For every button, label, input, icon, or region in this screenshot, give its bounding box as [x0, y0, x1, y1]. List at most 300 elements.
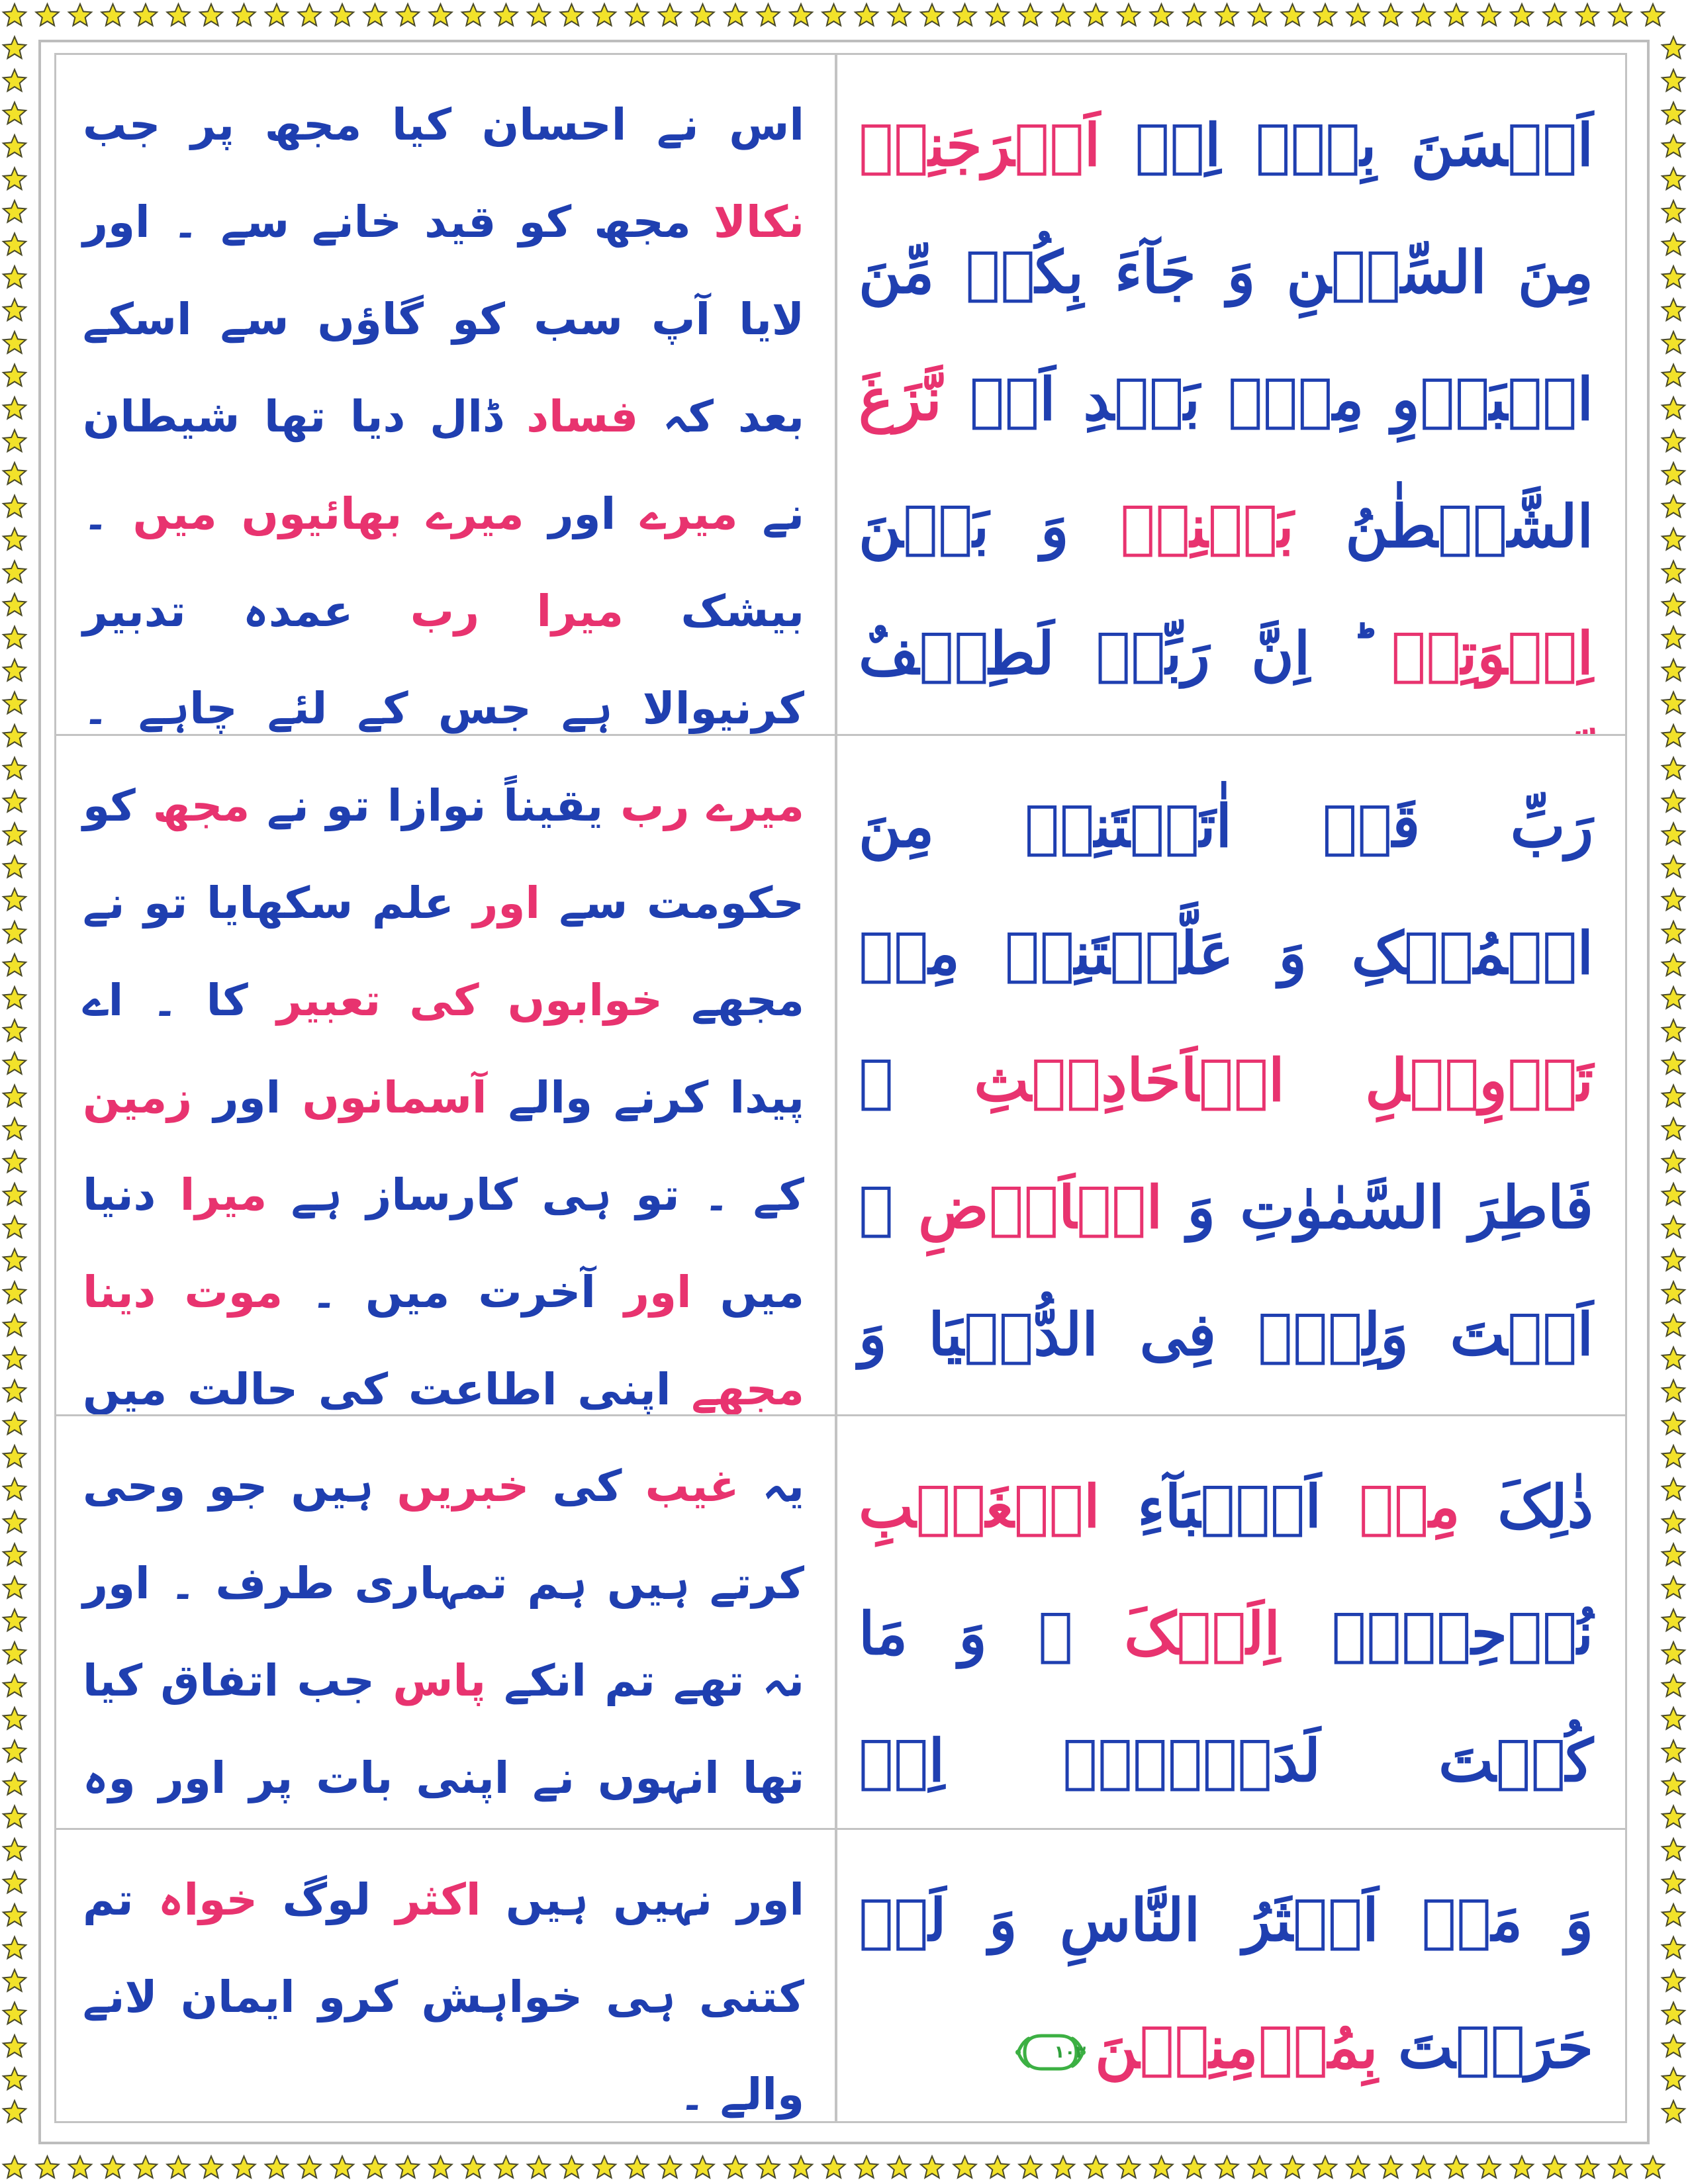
star-icon: [3, 1282, 26, 1304]
text-segment: علم سکھایا تو نے مجھے: [83, 878, 804, 1026]
star-icon: [1662, 103, 1685, 124]
highlighted-word: اِخۡوَتِیۡ: [1391, 619, 1593, 688]
text-segment: ڈال دیا تھا شیطان نے: [83, 391, 805, 539]
text-segment: مِنَ السِّجۡنِ وَ جَآءَ بِکُمۡ مِّنَ الۡبَدۡوِ مِنۡۢ بَعۡدِ اَنۡ: [859, 238, 1593, 433]
star-icon: [1346, 4, 1369, 26]
star-icon: [1662, 234, 1685, 255]
star-icon: [757, 2156, 779, 2178]
star-icon: [3, 397, 26, 419]
star-icon: [1662, 1511, 1685, 1533]
star-icon: [3, 1445, 26, 1467]
star-icon: [1019, 4, 1041, 26]
star-icon: [1662, 790, 1685, 812]
star-icon: [1662, 1544, 1685, 1566]
star-icon: [3, 463, 26, 484]
star-icon: [1662, 1610, 1685, 1631]
text-segment: اور: [192, 1072, 303, 1123]
star-icon: [1662, 1872, 1685, 1893]
star-icon: [3, 1216, 26, 1238]
star-icon: [1380, 4, 1402, 26]
star-icon: [1662, 1183, 1685, 1205]
star-icon: [3, 1741, 26, 1762]
star-icon: [3, 823, 26, 845]
star-icon: [1117, 2156, 1140, 2178]
star-icon: [3, 2003, 26, 2025]
star-icon: [1150, 2156, 1172, 2178]
text-segment: یقیناً نوازا تو نے: [250, 780, 604, 831]
star-icon: [1662, 135, 1685, 157]
star-icon: [1662, 2101, 1685, 2122]
star-icon: [1314, 4, 1336, 26]
urdu-translation-cell: [56, 1830, 837, 2121]
verse-row-100: [56, 55, 1625, 734]
highlighted-word: نکالا: [713, 197, 804, 248]
star-icon: [3, 266, 26, 288]
page-frame: [38, 40, 1650, 2144]
star-icon: [1117, 4, 1140, 26]
star-icon: [1662, 2035, 1685, 2057]
star-icon: [69, 2156, 91, 2178]
urdu-translation-text: [83, 1851, 804, 2121]
star-icon: [1019, 2156, 1041, 2178]
star-icon: [134, 4, 157, 26]
star-icon: [69, 4, 91, 26]
star-icon: [1662, 528, 1685, 550]
star-icon: [1662, 397, 1685, 419]
text-segment: ۚ فَاطِرَ السَّمٰوٰتِ وَ: [859, 1046, 1593, 1242]
star-icon: [1314, 2156, 1336, 2178]
text-segment: اَنۡۢبَآءِ: [1100, 1472, 1359, 1541]
star-icon: [659, 4, 681, 26]
highlighted-word: بِمُؤۡمِنِیۡنَ: [1095, 2013, 1378, 2081]
star-icon: [265, 4, 288, 26]
star-icon: [3, 1249, 26, 1271]
highlighted-word: بَیۡنِیۡ: [1120, 492, 1294, 561]
star-icon: [363, 4, 386, 26]
urdu-translation-cell: [56, 55, 837, 734]
star-icon: [1543, 2156, 1566, 2178]
star-icon: [1662, 1216, 1685, 1238]
star-icon: [3, 790, 26, 812]
star-icon: [560, 2156, 583, 2178]
star-icon: [429, 2156, 451, 2178]
star-icon: [1662, 1839, 1685, 1860]
star-icon: [1662, 69, 1685, 91]
star-icon: [790, 2156, 812, 2178]
star-icon: [1642, 4, 1664, 26]
star-icon: [1477, 2156, 1500, 2178]
urdu-translation-cell: [56, 1416, 837, 1828]
star-icon: [1445, 2156, 1468, 2178]
star-icon: [593, 4, 616, 26]
star-icon: [1248, 4, 1271, 26]
star-icon: [3, 1937, 26, 1959]
text-segment: ؕ اِنَّ رَبِّیۡ لَطِیۡفٌ: [859, 619, 1391, 688]
star-icon: [3, 561, 26, 583]
text-segment: اور: [524, 488, 641, 539]
highlighted-word: نَّزَغَ: [859, 365, 942, 433]
star-icon: [1662, 2003, 1685, 2025]
ayah-number: ١٠٣: [1054, 2042, 1086, 2062]
highlighted-word: اکثر: [395, 1874, 481, 1925]
highlighted-word: زمین: [83, 1072, 193, 1123]
text-segment: کے ۔ تو ہی کارساز ہے: [267, 1169, 804, 1220]
star-icon: [3, 659, 26, 681]
star-icon: [1662, 659, 1685, 681]
text-segment: عمدہ تدبیر کرنیوالا ہے جس کے لئے چاہے ۔: [83, 586, 804, 734]
star-icon: [1662, 2068, 1685, 2090]
star-icon: [593, 2156, 616, 2178]
star-icon: [1662, 1118, 1685, 1140]
star-icon: [1662, 1413, 1685, 1435]
star-icon: [3, 856, 26, 878]
highlighted-word: اور: [624, 1267, 692, 1318]
star-icon: [1412, 2156, 1434, 2178]
star-icon: [3, 2068, 26, 2090]
star-icon: [3, 594, 26, 615]
star-icon: [429, 4, 451, 26]
star-icon: [3, 627, 26, 649]
star-icon: [724, 4, 747, 26]
star-icon: [1662, 1445, 1685, 1467]
star-icon: [3, 1872, 26, 1893]
text-segment: کو حکومت سے: [83, 780, 805, 929]
star-icon: [1662, 1970, 1685, 1991]
highlighted-word: آسمانوں: [302, 1072, 487, 1123]
star-icon: [1609, 4, 1631, 26]
star-icon: [36, 4, 58, 26]
star-icon: [659, 2156, 681, 2178]
star-icon: [1281, 2156, 1303, 2178]
verse-table: [54, 53, 1627, 2123]
highlighted-word: غیب: [645, 1461, 739, 1512]
star-icon: [232, 2156, 255, 2178]
star-icon: [3, 201, 26, 222]
text-segment: الشَّیۡطٰنُ: [1293, 492, 1593, 561]
star-icon: [331, 2156, 353, 2178]
star-icon: [1662, 627, 1685, 649]
text-segment: اور نہیں ہیں: [481, 1874, 805, 1925]
star-icon: [3, 725, 26, 747]
star-icon: [3, 1085, 26, 1107]
star-icon: [3, 1151, 26, 1173]
star-icon: [3, 1052, 26, 1074]
star-icon: [986, 2156, 1009, 2178]
highlighted-word: الۡغَیۡبِ: [859, 1472, 1100, 1541]
star-icon: [1662, 1576, 1685, 1598]
highlighted-word: تَاۡوِیۡلِ الۡاَحَادِیۡثِ: [974, 1046, 1593, 1115]
star-icon: [462, 4, 485, 26]
text-segment: جب اتفاق کیا تھا انہوں نے اپنی بات پر اور وہ: [83, 1655, 804, 1803]
star-icon: [626, 4, 648, 26]
star-icon: [757, 4, 779, 26]
star-icon: [888, 4, 910, 26]
highlighted-word: اور: [473, 878, 540, 929]
star-icon: [3, 1347, 26, 1369]
star-icon: [1662, 856, 1685, 878]
star-icon: [1662, 1282, 1685, 1304]
star-icon: [1662, 987, 1685, 1009]
star-icon: [462, 2156, 485, 2178]
star-icon: [3, 2035, 26, 2057]
star-icon: [1662, 1052, 1685, 1074]
star-icon: [3, 1904, 26, 1926]
highlighted-word: میرے: [640, 488, 738, 539]
highlighted-word: میرے رب: [603, 780, 804, 831]
star-icon: [3, 1576, 26, 1598]
star-icon: [1576, 2156, 1599, 2178]
star-icon: [1662, 1249, 1685, 1271]
star-icon: [3, 987, 26, 1009]
star-icon: [3, 1707, 26, 1729]
star-icon: [1662, 1380, 1685, 1402]
text-segment: کی: [529, 1461, 645, 1512]
star-icon: [3, 365, 26, 387]
highlighted-word: مِنۡ: [1358, 1472, 1460, 1541]
star-icon: [1662, 332, 1685, 353]
star-icon: [790, 4, 812, 26]
star-icon: [691, 2156, 714, 2178]
star-icon: [1183, 4, 1205, 26]
verse-row-102: [56, 1414, 1625, 1828]
star-icon: [3, 1610, 26, 1631]
star-icon: [3, 1642, 26, 1664]
highlighted-word: پاس: [393, 1655, 487, 1706]
star-icon: [298, 4, 320, 26]
highlighted-word: موت دینا مجھے: [83, 1267, 804, 1414]
star-icon: [1662, 725, 1685, 747]
star-icon: [1662, 921, 1685, 943]
star-icon: [3, 2156, 26, 2178]
star-icon: [298, 2156, 320, 2178]
ayah-end-marker-icon: [1015, 2030, 1086, 2074]
star-icon: [3, 1413, 26, 1435]
star-icon: [1576, 4, 1599, 26]
star-icon: [921, 4, 943, 26]
star-icon: [134, 2156, 157, 2178]
star-icon: [1477, 4, 1500, 26]
star-icon: [1662, 954, 1685, 976]
star-icon: [3, 37, 26, 59]
star-icon: [1380, 2156, 1402, 2178]
text-segment: نُوۡحِیۡہِ: [1280, 1599, 1593, 1668]
star-icon: [494, 2156, 517, 2178]
text-segment: وَ مَاۤ اَکۡثَرُ النَّاسِ وَ لَوۡ حَرَصۡتَ: [859, 1886, 1593, 2081]
star-icon: [3, 2101, 26, 2122]
star-icon: [1662, 1085, 1685, 1107]
star-icon: [265, 2156, 288, 2178]
star-icon: [724, 2156, 747, 2178]
text-segment: اَحۡسَنَ بِیۡۤ اِذۡ: [1100, 111, 1593, 179]
highlighted-word: میرا رب: [410, 586, 624, 637]
star-icon: [1662, 463, 1685, 484]
star-icon: [1662, 1675, 1685, 1697]
star-icon: [1346, 2156, 1369, 2178]
star-icon: [953, 2156, 976, 2178]
text-segment: دنیا میں: [83, 1169, 804, 1318]
star-icon: [1248, 2156, 1271, 2178]
star-icon: [397, 2156, 419, 2178]
arabic-verse-text: [859, 81, 1593, 734]
text-segment: ذٰلِکَ: [1460, 1472, 1593, 1541]
arabic-verse-text: [859, 1443, 1593, 1828]
star-icon: [3, 1479, 26, 1500]
star-icon: [1662, 1347, 1685, 1369]
arabic-verse-text: [859, 1856, 1593, 2111]
star-icon: [1662, 496, 1685, 518]
text-segment: ۔ بیشک: [83, 488, 804, 637]
star-icon: [1662, 37, 1685, 59]
verse-row-101: [56, 734, 1625, 1414]
star-icon: [3, 954, 26, 976]
star-icon: [3, 4, 26, 26]
star-icon: [953, 4, 976, 26]
arabic-verse-cell: [833, 736, 1625, 1414]
star-icon: [3, 528, 26, 550]
star-icon: [691, 4, 714, 26]
text-segment: اپنی اطاعت کی حالت میں: [83, 1364, 671, 1414]
star-icon: [397, 4, 419, 26]
star-icon: [232, 4, 255, 26]
star-icon: [363, 2156, 386, 2178]
star-icon: [36, 2156, 58, 2178]
highlighted-word: خبریں: [397, 1461, 530, 1512]
star-icon: [1183, 2156, 1205, 2178]
highlighted-word: فساد: [526, 391, 639, 442]
star-icon: [1662, 1314, 1685, 1336]
highlighted-word: میرا: [179, 1169, 267, 1220]
star-icon: [3, 1118, 26, 1140]
urdu-translation-text: [83, 1437, 804, 1828]
star-icon: [3, 1773, 26, 1795]
star-icon: [1662, 1642, 1685, 1664]
star-icon: [3, 135, 26, 157]
star-icon: [101, 2156, 124, 2178]
star-icon: [1052, 2156, 1074, 2178]
star-icon: [626, 2156, 648, 2178]
text-segment: آخرت میں ۔: [283, 1267, 625, 1318]
highlighted-word: خوابوں کی تعبیر: [277, 975, 663, 1026]
star-icon: [3, 1675, 26, 1697]
text-segment: ہیں جو وحی کرتے ہیں ہم تمہاری طرف ۔ اور نہ تھے تم انکے: [83, 1461, 804, 1706]
star-icon: [1662, 1020, 1685, 1042]
verse-row-103: [56, 1828, 1625, 2121]
star-icon: [3, 299, 26, 321]
star-icon: [1662, 1806, 1685, 1828]
arabic-verse-cell: [833, 1416, 1625, 1828]
highlighted-word: خواہ: [158, 1874, 258, 1925]
star-icon: [3, 889, 26, 911]
text-segment: اس نے احسان کیا مجھ پر جب: [83, 99, 804, 150]
star-icon: [1642, 2156, 1664, 2178]
star-icon: [3, 332, 26, 353]
text-segment: کا ۔ اے پیدا کرنے والے: [83, 975, 804, 1123]
arabic-verse-cell: [833, 1830, 1625, 2121]
star-icon: [3, 1314, 26, 1336]
arabic-verse-text: [859, 762, 1593, 1414]
star-icon: [1084, 2156, 1107, 2178]
star-icon: [1281, 4, 1303, 26]
star-icon: [3, 758, 26, 780]
star-icon: [1215, 4, 1238, 26]
star-icon: [528, 2156, 550, 2178]
star-icon: [1511, 2156, 1533, 2178]
star-icon: [200, 2156, 222, 2178]
star-icon: [3, 1511, 26, 1533]
highlighted-word: اَخۡرَجَنِیۡ: [859, 111, 1101, 179]
star-icon: [1662, 594, 1685, 615]
star-icon: [3, 1020, 26, 1042]
star-icon: [494, 4, 517, 26]
star-icon: [1609, 2156, 1631, 2178]
star-icon: [1662, 758, 1685, 780]
star-icon: [3, 1839, 26, 1860]
text-segment: مجھ کو قید خانے سے ۔ اور لایا آپ سب کو گاؤں سے اسکے بعد کہ: [83, 197, 804, 442]
star-icon: [1662, 1479, 1685, 1500]
star-icon: [1662, 692, 1685, 714]
star-icon: [3, 1806, 26, 1828]
star-icon: [921, 2156, 943, 2178]
highlighted-word: الۡاَرۡضِ: [918, 1173, 1163, 1242]
star-icon: [1662, 823, 1685, 845]
star-icon: [855, 4, 878, 26]
star-icon: [3, 69, 26, 91]
star-icon: [3, 692, 26, 714]
star-icon: [1662, 561, 1685, 583]
star-icon: [986, 4, 1009, 26]
star-icon: [1150, 4, 1172, 26]
star-icon: [822, 4, 845, 26]
highlighted-word: اِلَیۡکَ: [1124, 1599, 1280, 1668]
star-icon: [200, 4, 222, 26]
star-icon: [1662, 168, 1685, 190]
text-segment: ۟ اَنۡتَ وَلِیّٖ فِی الدُّنۡیَا وَ: [859, 1173, 1593, 1369]
star-icon: [1662, 1741, 1685, 1762]
star-icon: [3, 1970, 26, 1991]
star-icon: [1662, 430, 1685, 452]
star-icon: [3, 430, 26, 452]
star-icon: [1662, 1773, 1685, 1795]
text-segment: یہ: [739, 1461, 804, 1512]
star-icon: [1662, 299, 1685, 321]
urdu-translation-text: [83, 76, 804, 734]
star-icon: [3, 921, 26, 943]
highlighted-word: میرے بھائیوں میں: [132, 488, 524, 539]
text-segment: ۚ وَ مَا کُنۡتَ لَدَیۡہِمۡ اِذۡ: [859, 1599, 1593, 1795]
text-segment: تم کتنی ہی خواہش کرو ایمان لانے والے ۔: [83, 1874, 804, 2120]
text-segment: رَبِّ قَدۡ اٰتَیۡتَنِیۡ مِنَ الۡمُلۡکِ وَ عَلَّمۡتَنِیۡ مِنۡ: [859, 792, 1593, 987]
star-icon: [1511, 4, 1533, 26]
star-icon: [3, 1380, 26, 1402]
star-icon: [3, 1544, 26, 1566]
star-icon: [822, 2156, 845, 2178]
star-icon: [1662, 1904, 1685, 1926]
star-icon: [3, 496, 26, 518]
star-icon: [331, 4, 353, 26]
star-icon: [1215, 2156, 1238, 2178]
star-icon: [3, 1183, 26, 1205]
star-icon: [528, 4, 550, 26]
star-icon: [1662, 365, 1685, 387]
star-icon: [1662, 889, 1685, 911]
star-icon: [101, 4, 124, 26]
star-icon: [1412, 4, 1434, 26]
star-icon: [1662, 201, 1685, 222]
star-icon: [1662, 266, 1685, 288]
urdu-translation-cell: [56, 736, 837, 1414]
star-icon: [1052, 4, 1074, 26]
star-icon: [1662, 1707, 1685, 1729]
